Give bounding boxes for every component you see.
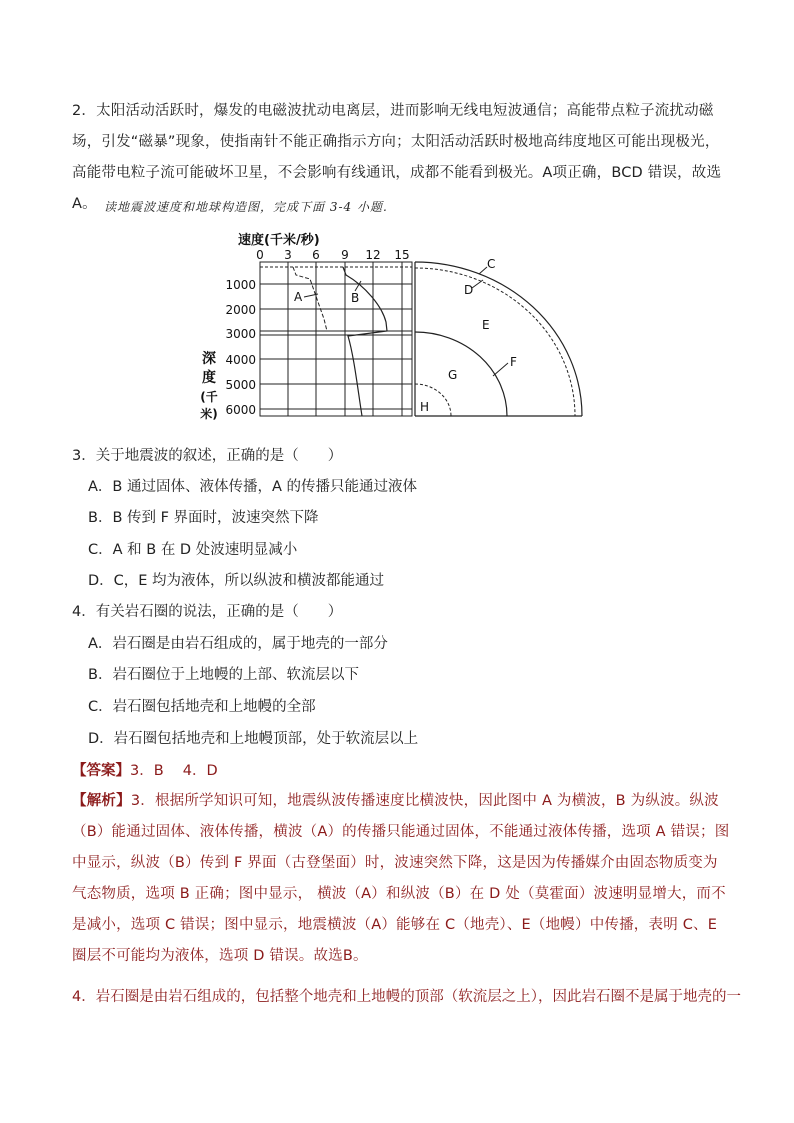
answer-text: 3．B 4．D [130,763,218,779]
q4-option-d: D．岩石圈包括地壳和上地幔顶部，处于软流层以上 [88,731,419,747]
speed-tick: 6 [312,248,320,262]
analysis-paragraph-4: 4．岩石圈是由岩石组成的，包括整个地壳和上地幔的顶部（软流层之上），因此岩石圈不是属于地壳的一 [72,989,741,1005]
label-b: B [351,291,360,305]
speed-tick: 12 [365,248,381,262]
speed-tick: 9 [341,248,349,262]
q3-stem: 3．关于地震波的叙述，正确的是（ ） [72,448,343,464]
depth-tick: 3000 [225,327,256,341]
depth-tick: 4000 [225,353,256,367]
label-f: F [510,355,517,369]
q3-option-b: B．B 传到 F 界面时，波速突然下降 [88,510,319,526]
depth-axis-label: 米) [200,407,218,421]
depth-tick: 6000 [225,403,256,417]
label-g: G [448,368,458,382]
analysis-text-3: 3．根据所学知识可知，地震纵波传播速度比横波快，因此图中 A 为横波，B 为纵波。纵波（B）能通过固体、液体传播，横波（A）的传播只能通过固体，不能通过液体传播，选项 A 错误；图中显示，纵波（B）传到 F 界面（古登堡面）时，波速突然下降，这是因为传播媒介由固态物质变为气态物质，选项 B 正确；图中显示， 横波（A）和纵波（B）在 D 处（莫霍面）波速明显增大，而不是减小，选项 C 错误；图中显示，地震横波（A）能够在 C（地壳）、E（地幔）中传播，表明 C、E 圈层不可能均为液体，选项 D 错误。故选B。 [72,793,730,964]
depth-tick: 1000 [225,278,256,292]
diagram-intro: 读地震波速度和地球构造图，完成下面 3-4 小题. [104,200,388,214]
speed-axis-label: 速度(千米/秒) [238,233,320,248]
label-c: C [487,257,496,271]
answer-tag: 【答案】 [72,763,130,779]
depth-tick: 2000 [225,303,256,317]
q3-option-a: A．B 通过固体、液体传播，A 的传播只能通过液体 [88,479,418,495]
label-h: H [420,400,430,414]
speed-tick: 15 [394,248,410,262]
depth-axis-label: (千 [200,390,218,404]
answer-line [72,759,218,780]
label-d: D [464,283,474,297]
moho-boundary [415,268,575,416]
depth-axis-label: 度 [202,370,216,386]
depth-tick: 5000 [225,378,256,392]
label-e: E [482,318,490,332]
q4-option-c: C．岩石圈包括地壳和上地幔的全部 [88,699,316,715]
q4-option-a: A．岩石圈是由岩石组成的，属于地壳的一部分 [88,636,388,652]
q2-explanation: 2．太阳活动活跃时，爆发的电磁波扰动电离层，进而影响无线电短波通信；高能带点粒子流扰动磁场，引发“磁暴”现象，使指南针不能正确指示方向；太阳活动活跃时极地高纬度地区可能出现极光，高能带电粒子流可能破坏卫星，不会影响有线通讯，成都不能看到极光。A项正确，BCD 错误，故选A。 [72,103,722,212]
label-a: A [294,290,303,304]
speed-tick: 0 [256,248,264,262]
depth-axis-label: 深 [202,351,216,367]
wave-b-curve [343,267,387,416]
speed-tick: 3 [284,248,292,262]
q4-option-b: B．岩石圈位于上地幔的上部、软流层以下 [88,667,359,683]
analysis-paragraph-3 [72,786,732,972]
q4-stem: 4．有关岩石圈的说法，正确的是（ ） [72,604,343,620]
q3-option-c: C．A 和 B 在 D 处波速明显减小 [88,542,298,558]
seismic-diagram [190,226,600,421]
q3-option-d: D．C，E 均为液体，所以纵波和横波都能通过 [88,573,385,589]
analysis-tag: 【解析】 [72,793,131,809]
